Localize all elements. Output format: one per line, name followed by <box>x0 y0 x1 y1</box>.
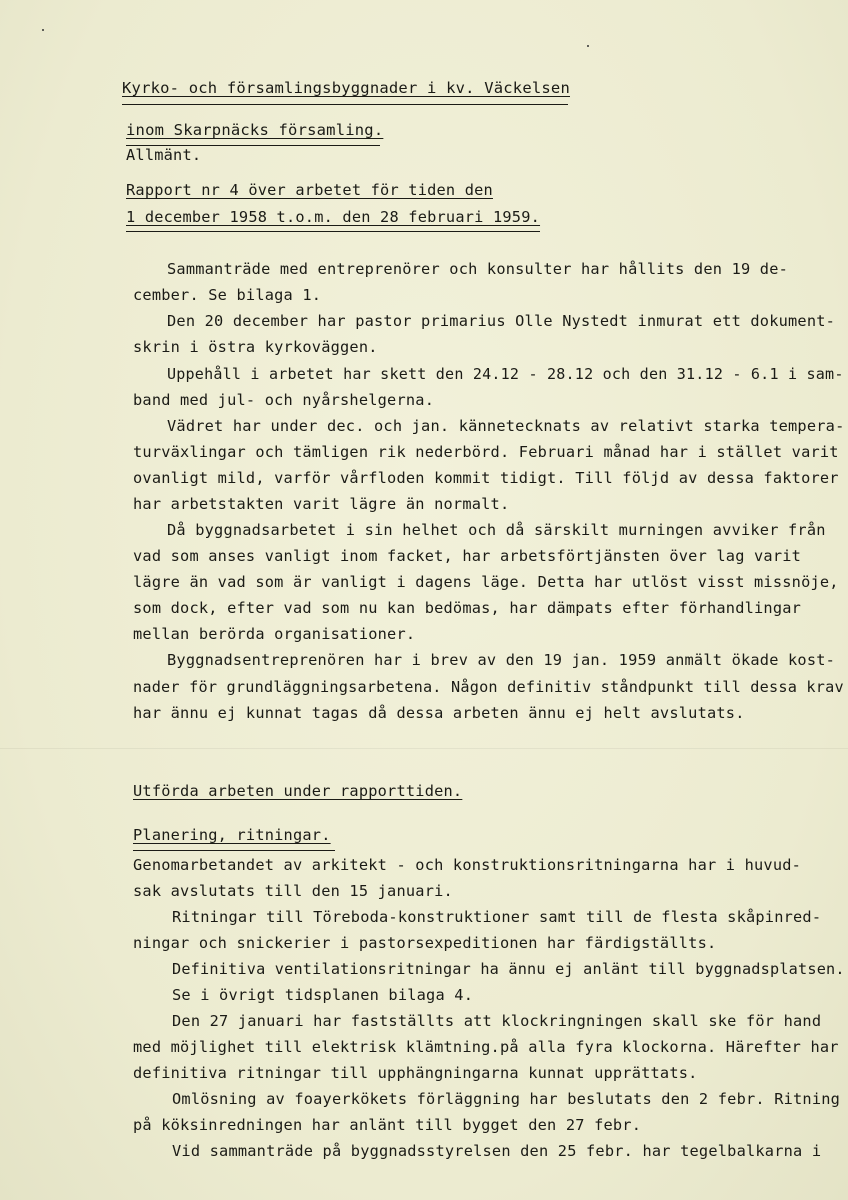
text-line: vad som anses vanligt inom facket, har arbetsförtjänsten över lag varit <box>133 547 802 565</box>
text-line: på köksinredningen har anlänt till bygget den 27 febr. <box>133 1116 642 1134</box>
text-line: turväxlingar och tämligen rik nederbörd. Februari månad har i stället varit <box>133 443 839 461</box>
text-line: Omlösning av foayerkökets förläggning har beslutats den 2 febr. Ritning <box>172 1090 841 1108</box>
text-line: Uppehåll i arbetet har skett den 24.12 - 28.12 och den 31.12 - 6.1 i sam- <box>167 365 844 383</box>
paper-speck <box>42 29 44 31</box>
text-line: Den 20 december har pastor primarius Olle Nystedt inmurat ett dokument- <box>167 312 836 330</box>
text-line: Vid sammanträde på byggnadsstyrelsen den 25 febr. har tegelbalkarna i <box>172 1142 822 1160</box>
section-heading-utforda: Utförda arbeten under rapporttiden. <box>133 782 463 800</box>
text-line: som dock, efter vad som nu kan bedömas, har dämpats efter förhandlingar <box>133 599 802 617</box>
section-heading-double-underline <box>133 850 335 851</box>
text-line: Då byggnadsarbetet i sin helhet och då särskilt murningen avviker från <box>167 521 826 539</box>
report-line-1: Rapport nr 4 över arbetet för tiden den <box>126 181 493 199</box>
title-double-underline <box>122 104 568 105</box>
text-line: Ritningar till Töreboda-konstruktioner samt till de flesta skåpinred- <box>172 908 822 926</box>
text-line: Sammanträde med entreprenörer och konsulter har hållits den 19 de- <box>167 260 789 278</box>
text-line: ningar och snickerier i pastorsexpeditionen har färdigställts. <box>133 934 717 952</box>
text-line: sak avslutats till den 15 januari. <box>133 882 453 900</box>
text-line: Byggnadsentreprenören har i brev av den 19 jan. 1959 anmält ökade kost- <box>167 651 836 669</box>
text-line: Vädret har under dec. och jan. kännetecknats av relativt starka tempera- <box>167 417 845 435</box>
text-line: ovanligt mild, varför vårfloden kommit tidigt. Till följd av dessa faktorer <box>133 469 839 487</box>
text-line: skrin i östra kyrkoväggen. <box>133 338 378 356</box>
text-line: Definitiva ventilationsritningar ha ännu ej anlänt till byggnadsplatsen. <box>172 960 845 978</box>
paper-speck <box>587 45 589 47</box>
text-line: Genomarbetandet av arkitekt - och konstruktionsritningarna har i huvud- <box>133 856 802 874</box>
text-line: lägre än vad som är vanligt i dagens läge. Detta har utlöst visst missnöje, <box>133 573 839 591</box>
section-heading-planering: Planering, ritningar. <box>133 826 331 844</box>
text-line: mellan berörda organisationer. <box>133 625 416 643</box>
report-line-2: 1 december 1958 t.o.m. den 28 februari 1959. <box>126 208 541 226</box>
text-line: band med jul- och nyårshelgerna. <box>133 391 435 409</box>
text-line: har ännu ej kunnat tagas då dessa arbeten ännu ej helt avslutats. <box>133 704 745 722</box>
text-line: definitiva ritningar till upphängningarna kunnat upprättats. <box>133 1064 698 1082</box>
text-line: Se i övrigt tidsplanen bilaga 4. <box>172 986 474 1004</box>
text-line: har arbetstakten varit lägre än normalt. <box>133 495 510 513</box>
title-line-1: Kyrko- och församlingsbyggnader i kv. Väckelsen <box>122 79 570 97</box>
title-line-2: inom Skarpnäcks församling. <box>126 121 384 139</box>
text-line: med möjlighet till elektrisk klämtning.på alla fyra klockorna. Härefter har <box>133 1038 839 1056</box>
text-line: cember. Se bilaga 1. <box>133 286 322 304</box>
text-line: nader för grundläggningsarbetena. Någon definitiv ståndpunkt till dessa krav <box>133 678 844 696</box>
paper-fold <box>0 748 848 749</box>
report-double-underline <box>126 231 540 232</box>
subtitle: Allmänt. <box>126 146 202 164</box>
text-line: Den 27 januari har fastställts att klockringningen skall ske för hand <box>172 1012 822 1030</box>
